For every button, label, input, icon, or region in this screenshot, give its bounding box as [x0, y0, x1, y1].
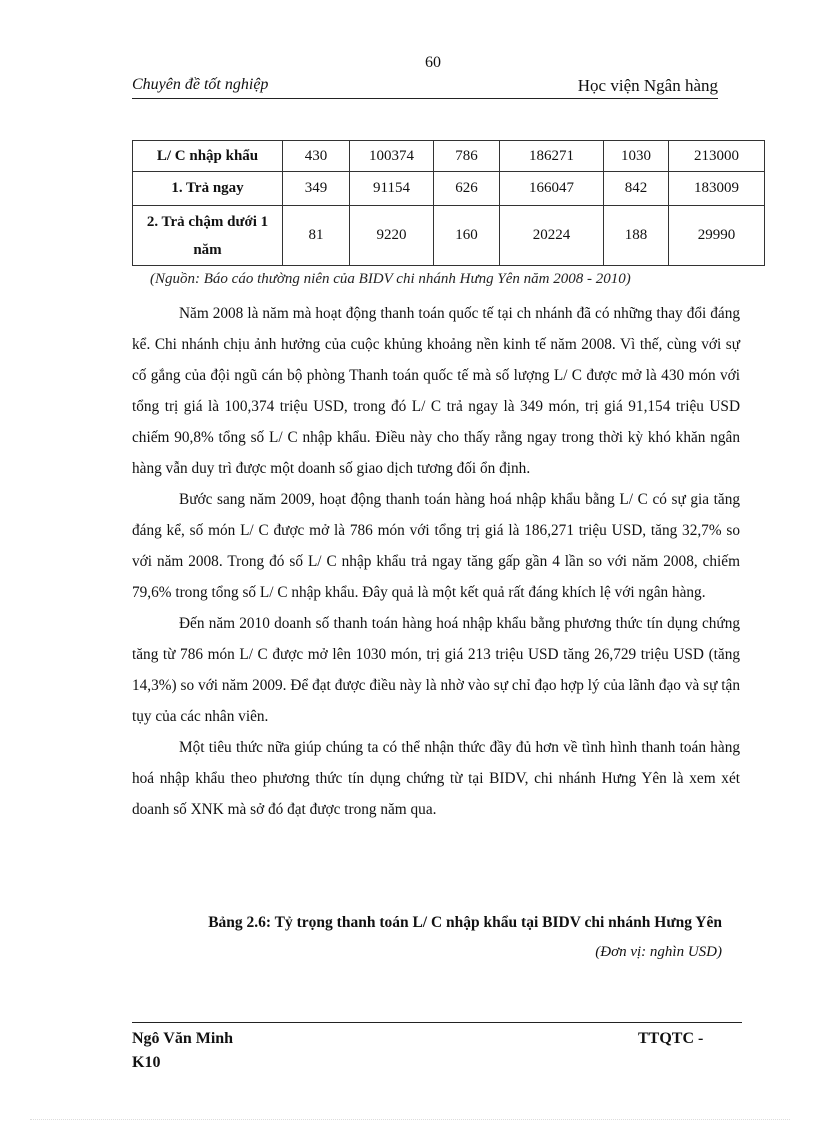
unit-note: (Đơn vị: nghìn USD)	[595, 944, 722, 960]
body-text	[132, 298, 740, 825]
row-label: L/ C nhập khẩu	[133, 141, 283, 172]
paragraph: Một tiêu thức nữa giúp chúng ta có thể nhận thức đầy đủ hơn về tình hình thanh toán hàng hoá nhập khẩu theo phương thức tín dụng chứng từ tại BIDV, chi nhánh Hưng Yên là xem xét doanh số XNK mà sở đó đạt được trong năm qua.	[132, 739, 740, 818]
table-cell: 213000	[669, 141, 765, 172]
table-cell: 349	[283, 172, 350, 206]
paragraph: Bước sang năm 2009, hoạt động thanh toán hàng hoá nhập khẩu bằng L/ C có sự gia tăng đáng kể, số món L/ C được mở là 786 món với tổng trị giá là 186,271 triệu USD, tăng 32,7% so với năm 2008. Trong đó số L/ C nhập khẩu trả ngay tăng gấp gần 4 lần so với năm 2008, chiếm 79,6% trong tổng số L/ C nhập khẩu. Đây quả là một kết quả rất đáng khích lệ với ngân hàng.	[132, 491, 740, 601]
table-cell: 626	[434, 172, 500, 206]
header-institution: Học viện Ngân hàng	[577, 76, 718, 95]
table-cell: 81	[283, 206, 350, 266]
table-cell: 9220	[350, 206, 434, 266]
paragraph: Đến năm 2010 doanh số thanh toán hàng hoá nhập khẩu bằng phương thức tín dụng chứng tăng từ 786 món L/ C được mở lên 1030 món, trị giá 213 triệu USD tăng 26,729 triệu USD (tăng 14,3%) so với năm 2009. Để đạt được điều này là nhờ vào sự chỉ đạo hợp lý của lãnh đạo và sự tận tụy của các nhân viên.	[132, 615, 740, 725]
footer-author: Ngô Văn Minh	[132, 1030, 234, 1047]
table-cell: 166047	[500, 172, 604, 206]
footer-class-code: TTQTC -	[638, 1030, 704, 1047]
page-number: 60	[425, 54, 441, 71]
table-cell: 100374	[350, 141, 434, 172]
table-caption: Bảng 2.6: Tỷ trọng thanh toán L/ C nhập khẩu tại BIDV chi nhánh Hưng Yên	[208, 914, 722, 931]
row-label: 1. Trả ngay	[133, 172, 283, 206]
footer-class: K10	[132, 1054, 161, 1071]
table-source-note: (Nguồn: Báo cáo thường niên của BIDV chi nhánh Hưng Yên năm 2008 - 2010)	[150, 271, 631, 287]
table-cell: 91154	[350, 172, 434, 206]
table-cell: 786	[434, 141, 500, 172]
table-cell: 842	[604, 172, 669, 206]
table-cell: 160	[434, 206, 500, 266]
footer-divider	[132, 1022, 742, 1023]
row-label: 2. Trả chậm dưới 1 năm	[133, 206, 283, 266]
table-cell: 20224	[500, 206, 604, 266]
table-cell: 29990	[669, 206, 765, 266]
running-header	[132, 76, 718, 99]
page-bottom-border	[30, 1119, 790, 1120]
table-cell: 1030	[604, 141, 669, 172]
table-row	[133, 172, 765, 206]
header-thesis-title: Chuyên đề tốt nghiệp	[132, 76, 269, 93]
paragraph: Năm 2008 là năm mà hoạt động thanh toán quốc tế tại ch nhánh đã có những thay đổi đáng kể. Chi nhánh chịu ảnh hưởng của cuộc khủng khoảng nền kinh tế năm 2008. Vì thế, cùng với sự cố gắng của đội ngũ cán bộ phòng Thanh toán quốc tế mà số lượng L/ C được mở là 430 món với tổng trị giá là 100,374 triệu USD, trong đó L/ C trả ngay là 349 món, trị giá 91,154 triệu USD chiếm 90,8% tổng số L/ C nhập khẩu. Điều này cho thấy rằng ngay trong thời kỳ khó khăn ngân hàng vẫn duy trì được một doanh số giao dịch tương đối ổn định.	[132, 305, 740, 477]
table-cell: 188	[604, 206, 669, 266]
table-cell: 183009	[669, 172, 765, 206]
table-cell: 430	[283, 141, 350, 172]
table-row	[133, 206, 765, 266]
table-row	[133, 141, 765, 172]
lc-import-table	[132, 140, 765, 266]
table-cell: 186271	[500, 141, 604, 172]
